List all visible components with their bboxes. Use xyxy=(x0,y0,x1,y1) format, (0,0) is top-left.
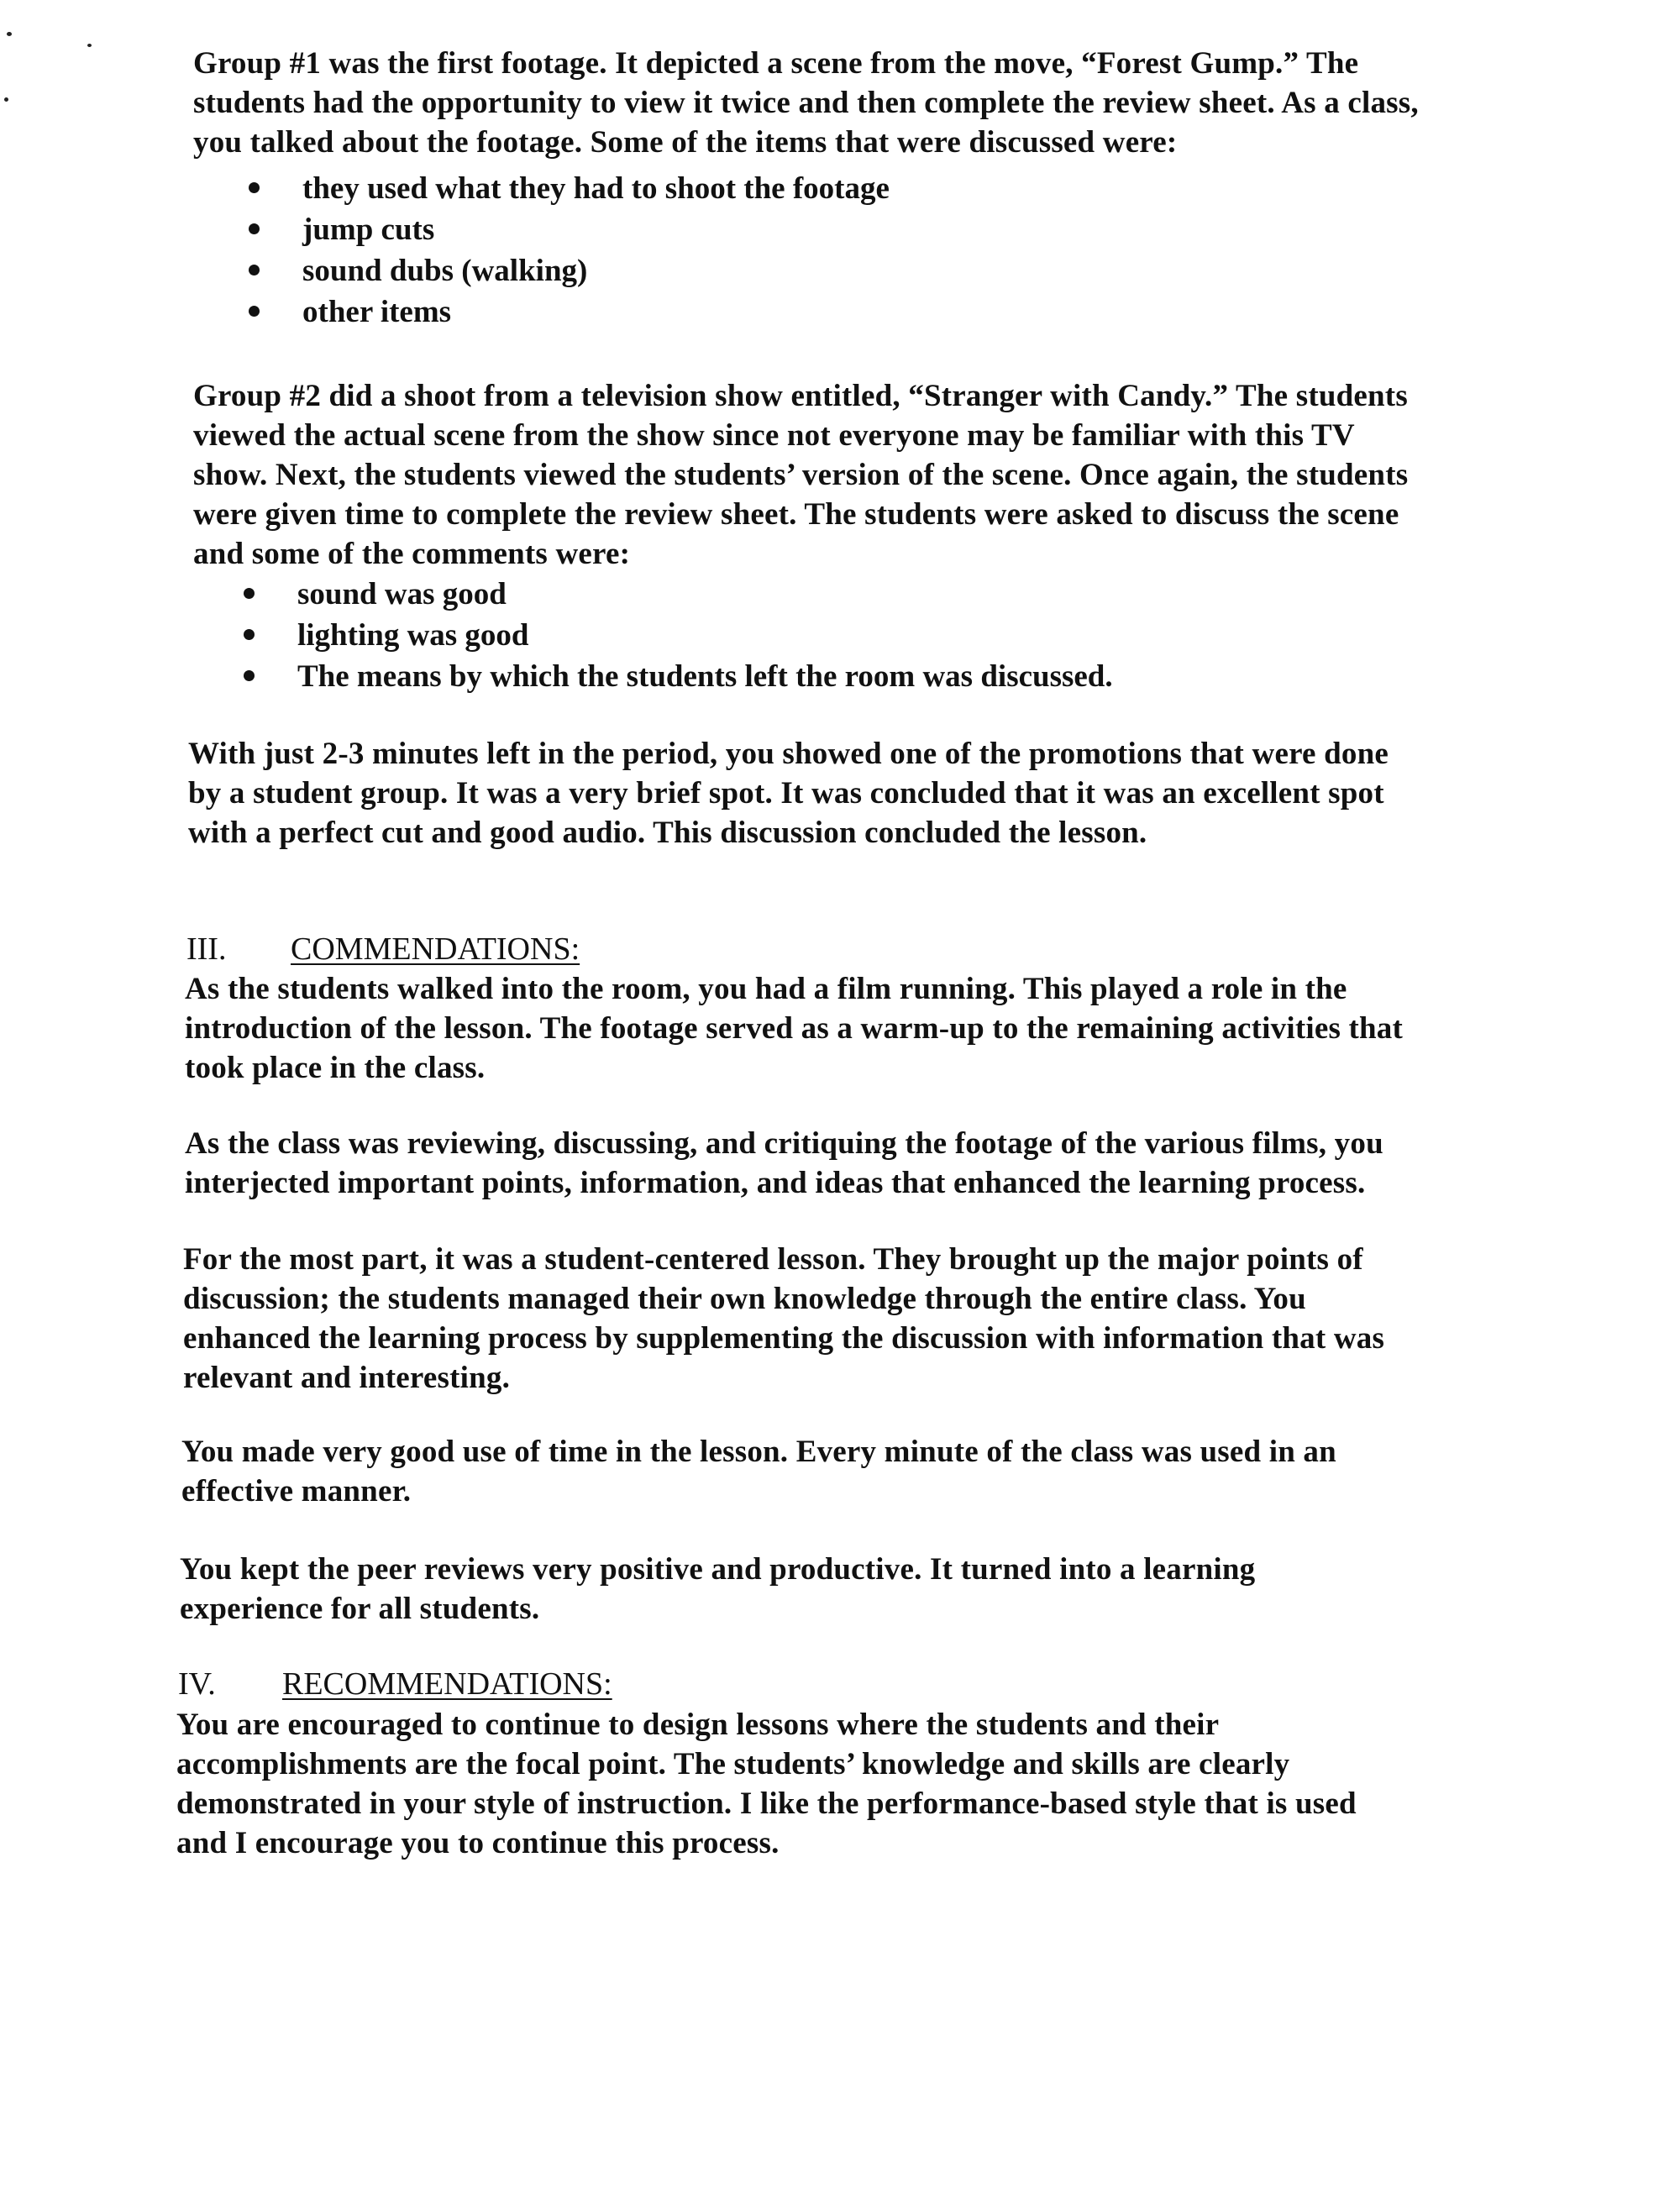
section-heading-commendations xyxy=(186,930,580,969)
text-line: viewed the actual scene from the show since not everyone may be familiar with this TV xyxy=(193,418,1355,453)
text-line: were given time to complete the review sheet. The students were asked to discuss the scene xyxy=(193,497,1399,532)
text-line: You made very good use of time in the lesson. Every minute of the class was used in an xyxy=(181,1435,1336,1469)
recommendation-paragraph xyxy=(176,1705,1357,1863)
list-item: they used what they had to shoot the footage xyxy=(249,168,890,209)
text-line: accomplishments are the focal point. The students’ knowledge and skills are clearly xyxy=(176,1747,1290,1781)
bullet-icon xyxy=(249,182,260,193)
bullet-icon xyxy=(244,670,255,681)
list-item: other items xyxy=(249,291,890,333)
scan-speck xyxy=(7,32,12,36)
list-item: sound was good xyxy=(244,574,1113,615)
text-line: Group #2 did a shoot from a television show entitled, “Stranger with Candy.” The students xyxy=(193,379,1408,413)
text-line: and some of the comments were: xyxy=(193,537,631,571)
paragraph-promotions xyxy=(188,734,1389,853)
text-line: by a student group. It was a very brief spot. It was concluded that it was an excellent spot xyxy=(188,776,1384,811)
text-line: with a perfect cut and good audio. This discussion concluded the lesson. xyxy=(188,816,1147,850)
bullet-icon xyxy=(249,223,260,234)
text-line: For the most part, it was a student-centered lesson. They brought up the major points of xyxy=(183,1242,1363,1277)
section-number: III. xyxy=(186,931,227,967)
list-item: sound dubs (walking) xyxy=(249,250,890,291)
text-line: show. Next, the students viewed the students’ version of the scene. Once again, the students xyxy=(193,458,1409,492)
text-line: As the class was reviewing, discussing, and critiquing the footage of the various films, you xyxy=(185,1126,1383,1161)
scan-speck xyxy=(4,97,8,102)
scan-speck xyxy=(87,44,92,47)
paragraph-group-1 xyxy=(193,44,1419,162)
paragraph-group-2 xyxy=(193,376,1408,574)
text-line: introduction of the lesson. The footage served as a warm-up to the remaining activities that xyxy=(185,1011,1404,1046)
text-line: students had the opportunity to view it twice and then complete the review sheet. As a class, xyxy=(193,86,1419,120)
commendation-paragraph xyxy=(180,1550,1255,1629)
list-item: lighting was good xyxy=(244,615,1113,656)
text-line: relevant and interesting. xyxy=(183,1361,511,1395)
text-line: enhanced the learning process by supplementing the discussion with information that was xyxy=(183,1321,1385,1356)
commendation-paragraph xyxy=(181,1432,1336,1511)
text-line: and I encourage you to continue this process. xyxy=(176,1826,780,1860)
list-item: The means by which the students left the room was discussed. xyxy=(244,656,1113,697)
text-line: you talked about the footage. Some of the items that were discussed were: xyxy=(193,125,1178,160)
text-line: discussion; the students managed their own knowledge through the entire class. You xyxy=(183,1282,1306,1316)
text-line: experience for all students. xyxy=(180,1592,540,1626)
bullet-icon xyxy=(249,265,260,275)
list-item: jump cuts xyxy=(249,209,890,250)
bullet-icon xyxy=(244,588,255,599)
text-line: interjected important points, information, and ideas that enhanced the learning process. xyxy=(185,1166,1366,1200)
bullet-icon xyxy=(244,629,255,640)
section-number: IV. xyxy=(178,1666,216,1702)
text-line: As the students walked into the room, you had a film running. This played a role in the xyxy=(185,972,1347,1006)
text-line: took place in the class. xyxy=(185,1051,486,1085)
text-line: demonstrated in your style of instruction. I like the performance-based style that is used xyxy=(176,1786,1357,1821)
commendation-paragraph xyxy=(185,1124,1383,1203)
bullet-list-group-2 xyxy=(244,574,1113,697)
bullet-icon xyxy=(249,306,260,317)
text-line: effective manner. xyxy=(181,1474,412,1508)
text-line: You kept the peer reviews very positive and productive. It turned into a learning xyxy=(180,1552,1256,1587)
text-line: You are encouraged to continue to design lessons where the students and their xyxy=(176,1708,1220,1742)
commendation-paragraph xyxy=(185,969,1403,1088)
section-heading-recommendations xyxy=(178,1665,612,1704)
section-title: RECOMMENDATIONS: xyxy=(282,1666,612,1702)
text-line: Group #1 was the first footage. It depicted a scene from the move, “Forest Gump.” The xyxy=(193,46,1359,81)
bullet-list-group-1 xyxy=(249,168,890,333)
section-title: COMMENDATIONS: xyxy=(291,931,580,967)
commendation-paragraph xyxy=(183,1240,1384,1398)
text-line: With just 2-3 minutes left in the period, you showed one of the promotions that were done xyxy=(188,737,1389,771)
